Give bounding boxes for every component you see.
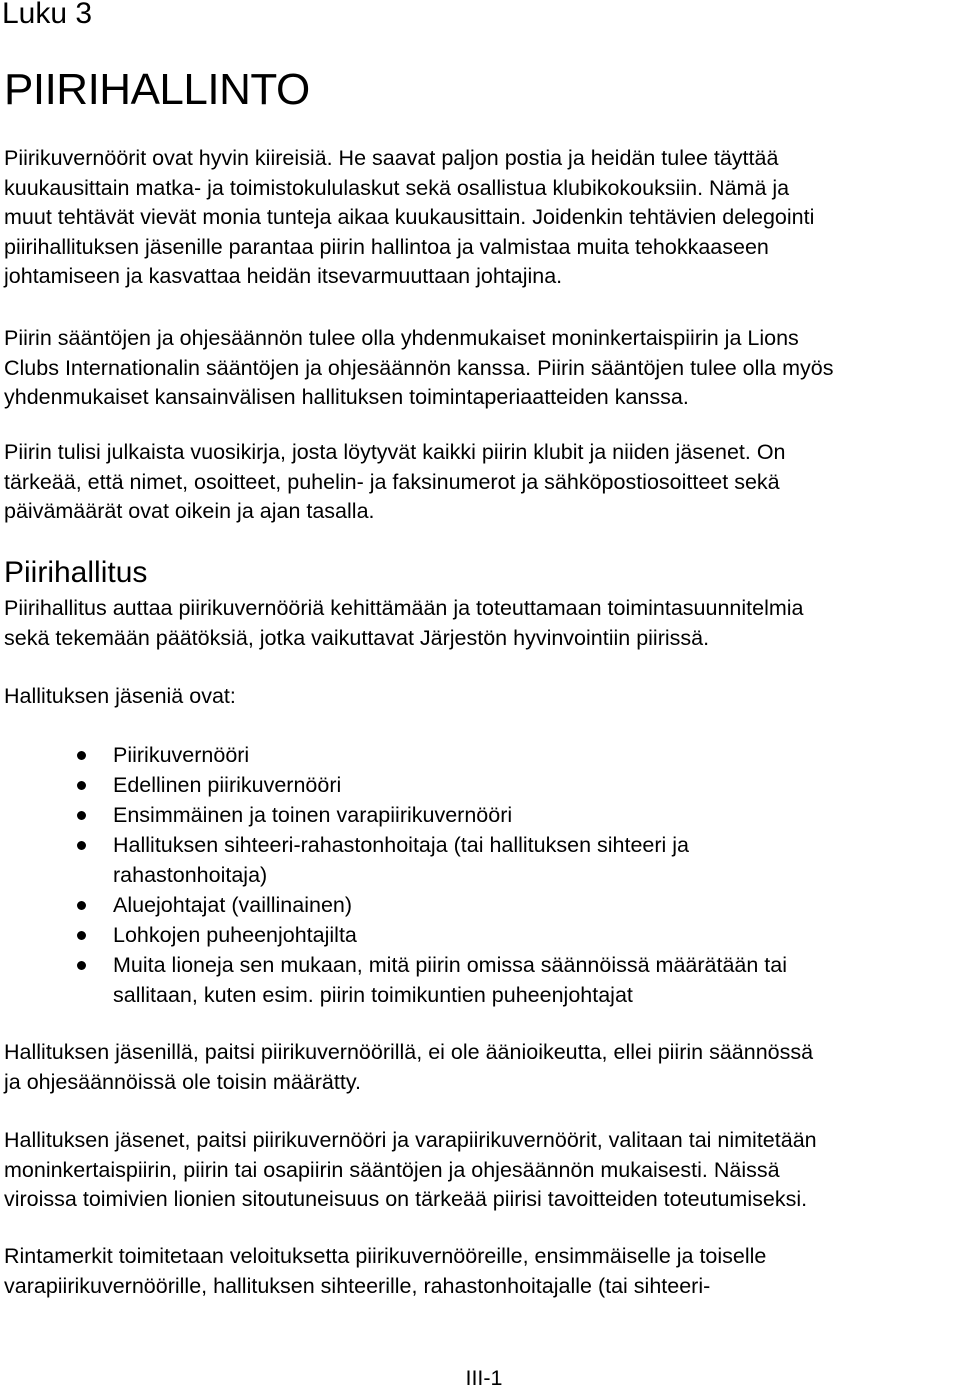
text-line: Piirihallitus auttaa piirikuvernööriä kehittämään ja toteuttamaan toimintasuunnitelmia bbox=[4, 596, 804, 620]
bullet-icon bbox=[77, 931, 86, 940]
text-line: Hallituksen jäsenillä, paitsi piirikuvernöörillä, ei ole äänioikeutta, ellei piirin säännössä bbox=[4, 1040, 814, 1064]
text-line: yhdenmukaiset kansainvälisen hallituksen toimintaperiaatteiden kanssa. bbox=[4, 385, 689, 409]
text-line: moninkertaispiirin, piirin tai osapiirin sääntöjen ja ohjesäännön mukaisesti. Näissä bbox=[4, 1157, 780, 1182]
section-heading: Piirihallitus bbox=[4, 556, 148, 589]
list-item: Piirikuvernööri bbox=[0, 740, 960, 770]
text-line: sekä tekemään päätöksiä, jotka vaikuttavat Järjestön hyvinvointiin piirissä. bbox=[4, 625, 710, 650]
bullet-icon bbox=[77, 751, 86, 760]
text-line: ja ohjesäännöissä ole toisin määrätty. bbox=[4, 1069, 361, 1094]
list-item: Edellinen piirikuvernööri bbox=[0, 770, 960, 800]
text-line: Piirikuvernöörit ovat hyvin kiireisiä. He saavat paljon postia ja heidän tulee täyttää bbox=[4, 146, 779, 170]
paragraph-voting bbox=[4, 1038, 960, 1097]
bullet-icon bbox=[77, 781, 86, 790]
text-line: muut tehtävät vievät monia tunteja aikaa kuukausittain. Joidenkin tehtävien delegointi bbox=[4, 205, 815, 229]
list-item: Aluejohtajat (vaillinainen) bbox=[0, 890, 960, 920]
text-line: johtamiseen ja kasvattaa heidän itsevarmuuttaan johtajina. bbox=[4, 264, 563, 288]
list-item: Muita lioneja sen mukaan, mitä piirin omissa säännöissä määrätään tai sallitaan, kuten esim. piirin toimikuntien puheenjohtajat bbox=[0, 950, 960, 1010]
bullet-icon bbox=[77, 961, 86, 970]
text-line: varapiirikuvernöörille, hallituksen sihteerille, rahastonhoitajalle (tai sihteeri- bbox=[4, 1273, 711, 1298]
text-line: Hallituksen jäsenet, paitsi piirikuvernööri ja varapiirikuvernöörit, valitaan tai nimitetään bbox=[4, 1128, 817, 1152]
text-line: Piirin sääntöjen ja ohjesäännön tulee olla yhdenmukaiset moninkertaispiirin ja Lions bbox=[4, 326, 799, 350]
text-line: kuukausittain matka- ja toimistokululaskut sekä osallistua klubikokouksiin. Nämä ja bbox=[4, 175, 790, 200]
text-line: tärkeää, että nimet, osoitteet, puhelin- ja faksinumerot ja sähköpostiosoitteet sekä bbox=[4, 469, 780, 494]
list-item: Ensimmäinen ja toinen varapiirikuvernööri bbox=[0, 800, 960, 830]
text-line: päivämäärät ovat oikein ja ajan tasalla. bbox=[4, 499, 375, 523]
text-line: viroissa toimivien lionien sitoutuneisuus on tärkeää piirisi tavoitteiden toteutumiseksi. bbox=[4, 1187, 808, 1211]
bullet-icon bbox=[77, 841, 86, 850]
list-item: Hallituksen sihteeri-rahastonhoitaja (tai hallituksen sihteeri ja rahastonhoitaja) bbox=[0, 830, 960, 890]
page-title: PIIRIHALLINTO bbox=[4, 65, 310, 114]
paragraph-badges bbox=[4, 1242, 960, 1301]
paragraph-board bbox=[4, 594, 960, 653]
paragraph-rules bbox=[4, 324, 960, 413]
paragraph-intro bbox=[4, 144, 960, 292]
paragraph-appointment bbox=[4, 1126, 960, 1215]
text-line: Clubs Internationalin sääntöjen ja ohjesäännön kanssa. Piirin sääntöjen tulee olla myös bbox=[4, 355, 834, 380]
text-line: Piirin tulisi julkaista vuosikirja, josta löytyvät kaikki piirin klubit ja niiden jäsenet. On bbox=[4, 440, 786, 464]
text-line: Rintamerkit toimitetaan veloituksetta piirikuvernööreille, ensimmäiselle ja toiselle bbox=[4, 1244, 767, 1268]
bullet-icon bbox=[77, 811, 86, 820]
members-list bbox=[0, 740, 960, 1010]
text-line: piirihallituksen jäsenille parantaa piirin hallintoa ja valmistaa muita tehokkaaseen bbox=[4, 234, 769, 259]
page-number: III-1 bbox=[465, 1366, 503, 1390]
chapter-label: Luku 3 bbox=[2, 0, 93, 30]
members-intro: Hallituksen jäseniä ovat: bbox=[4, 684, 236, 708]
paragraph-yearbook bbox=[4, 438, 960, 527]
list-item: Lohkojen puheenjohtajilta bbox=[0, 920, 960, 950]
bullet-icon bbox=[77, 901, 86, 910]
